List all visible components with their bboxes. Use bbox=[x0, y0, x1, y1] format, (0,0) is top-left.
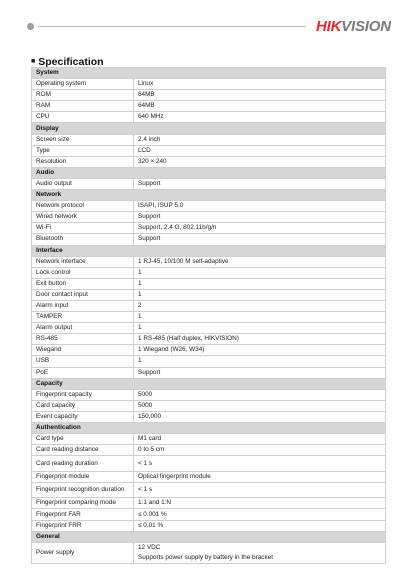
spec-value: 1 bbox=[134, 278, 386, 289]
spec-row bbox=[32, 411, 386, 422]
spec-value: 1 Wiegand (W26, W34) bbox=[134, 345, 386, 356]
spec-row bbox=[32, 323, 386, 334]
spec-label: Card reading duration bbox=[32, 456, 134, 472]
spec-row bbox=[32, 345, 386, 356]
spec-label: Fingerprint comparing mode bbox=[32, 498, 134, 509]
spec-value: Support bbox=[134, 367, 386, 378]
header-dot bbox=[27, 23, 34, 30]
spec-row bbox=[32, 434, 386, 445]
spec-label: PoE bbox=[32, 367, 134, 378]
spec-row bbox=[32, 201, 386, 212]
spec-label: RAM bbox=[32, 101, 134, 112]
category-label: General bbox=[32, 531, 386, 542]
category-row bbox=[32, 167, 386, 178]
spec-label: Exit button bbox=[32, 278, 134, 289]
spec-value: 2 bbox=[134, 300, 386, 311]
spec-label: Operating system bbox=[32, 79, 134, 90]
spec-label: Lock control bbox=[32, 267, 134, 278]
spec-value: 1 RJ-45, 10/100 M self-adaptive bbox=[134, 256, 386, 267]
category-label: Network bbox=[32, 190, 386, 201]
spec-value: 1 RS-485 (Half duplex, HIKVISION) bbox=[134, 334, 386, 345]
spec-value: ≤ 0.01 % bbox=[134, 520, 386, 531]
category-row bbox=[32, 68, 386, 79]
spec-row bbox=[32, 520, 386, 531]
spec-value: 1 bbox=[134, 312, 386, 323]
spec-table bbox=[31, 67, 386, 564]
spec-label: TAMPER bbox=[32, 312, 134, 323]
spec-value: Support, 2.4 G, 802.11b/g/n bbox=[134, 223, 386, 234]
spec-value: 640 MHz bbox=[134, 112, 386, 123]
spec-value: 2.4 inch bbox=[134, 134, 386, 145]
spec-value: 5000 bbox=[134, 389, 386, 400]
category-label: Authentication bbox=[32, 423, 386, 434]
spec-row bbox=[32, 300, 386, 311]
header-divider bbox=[38, 26, 306, 27]
spec-row bbox=[32, 289, 386, 300]
spec-value: 1 bbox=[134, 356, 386, 367]
spec-row bbox=[32, 112, 386, 123]
spec-label: Fingerprint FAR bbox=[32, 509, 134, 520]
spec-value: 320 × 240 bbox=[134, 156, 386, 167]
spec-value: 1 bbox=[134, 323, 386, 334]
spec-value: LCD bbox=[134, 145, 386, 156]
spec-value-line: 12 VDC bbox=[138, 543, 161, 551]
logo-grey-part: VISION bbox=[341, 18, 391, 35]
spec-label: Fingerprint FRR bbox=[32, 520, 134, 531]
category-row bbox=[32, 423, 386, 434]
spec-row bbox=[32, 367, 386, 378]
spec-value: ISAPI, ISUP 5.0 bbox=[134, 201, 386, 212]
category-row bbox=[32, 190, 386, 201]
spec-label: Card capacity bbox=[32, 400, 134, 411]
spec-value: Optical fingerprint module bbox=[134, 471, 386, 482]
spec-value bbox=[134, 542, 386, 563]
spec-row bbox=[32, 223, 386, 234]
spec-label: Fingerprint module bbox=[32, 471, 134, 482]
spec-label: ROM bbox=[32, 90, 134, 101]
spec-row bbox=[32, 178, 386, 189]
category-label: Display bbox=[32, 123, 386, 134]
spec-label: Door contact input bbox=[32, 289, 134, 300]
spec-label: Fingerprint recognition duration bbox=[32, 482, 134, 498]
category-label: System bbox=[32, 68, 386, 79]
spec-row bbox=[32, 400, 386, 411]
category-row bbox=[32, 123, 386, 134]
spec-label: RS-485 bbox=[32, 334, 134, 345]
bullet-icon: ■ bbox=[31, 58, 36, 65]
spec-label: Wi-Fi bbox=[32, 223, 134, 234]
spec-row bbox=[32, 134, 386, 145]
spec-value: 1 bbox=[134, 267, 386, 278]
spec-table-body bbox=[32, 68, 386, 564]
spec-label: Network interface bbox=[32, 256, 134, 267]
spec-value: Linux bbox=[134, 79, 386, 90]
spec-value: 1:1 and 1:N bbox=[134, 498, 386, 509]
spec-value: Support bbox=[134, 212, 386, 223]
spec-row bbox=[32, 90, 386, 101]
spec-label: Power supply bbox=[32, 542, 134, 563]
spec-label: Bluetooth bbox=[32, 234, 134, 245]
spec-row bbox=[32, 482, 386, 498]
hikvision-logo bbox=[316, 18, 391, 35]
spec-label: Wired network bbox=[32, 212, 134, 223]
spec-value: 64MB bbox=[134, 101, 386, 112]
spec-row bbox=[32, 509, 386, 520]
spec-value: 1 bbox=[134, 289, 386, 300]
spec-value: 5000 bbox=[134, 400, 386, 411]
spec-row bbox=[32, 542, 386, 563]
spec-value: 150,000 bbox=[134, 411, 386, 422]
category-label: Interface bbox=[32, 245, 386, 256]
category-label: Audio bbox=[32, 167, 386, 178]
spec-row bbox=[32, 101, 386, 112]
spec-row bbox=[32, 498, 386, 509]
spec-row bbox=[32, 234, 386, 245]
spec-label: Alarm output bbox=[32, 323, 134, 334]
spec-value: 64MB bbox=[134, 90, 386, 101]
spec-value: ≤ 0.001 % bbox=[134, 509, 386, 520]
spec-label: Type bbox=[32, 145, 134, 156]
spec-label: Card reading distance bbox=[32, 445, 134, 456]
spec-row bbox=[32, 312, 386, 323]
spec-row bbox=[32, 79, 386, 90]
spec-row bbox=[32, 145, 386, 156]
spec-label: Fingerprint capacity bbox=[32, 389, 134, 400]
section-title-text: Specification bbox=[38, 56, 104, 68]
spec-row bbox=[32, 389, 386, 400]
spec-row bbox=[32, 471, 386, 482]
spec-value-line: Supports power supply by battery in the bracket bbox=[138, 553, 273, 561]
spec-value: Support bbox=[134, 178, 386, 189]
spec-label: Resolution bbox=[32, 156, 134, 167]
spec-row bbox=[32, 445, 386, 456]
spec-value: 0 to 5 cm bbox=[134, 445, 386, 456]
spec-value: M1 card bbox=[134, 434, 386, 445]
spec-label: USB bbox=[32, 356, 134, 367]
spec-label: Network protocol bbox=[32, 201, 134, 212]
spec-row bbox=[32, 278, 386, 289]
spec-label: Alarm input bbox=[32, 300, 134, 311]
category-row bbox=[32, 378, 386, 389]
spec-label: Event capacity bbox=[32, 411, 134, 422]
category-label: Capacity bbox=[32, 378, 386, 389]
spec-label: Audio output bbox=[32, 178, 134, 189]
spec-row bbox=[32, 356, 386, 367]
category-row bbox=[32, 531, 386, 542]
spec-value: Support bbox=[134, 234, 386, 245]
spec-label: Wiegand bbox=[32, 345, 134, 356]
spec-row bbox=[32, 334, 386, 345]
category-row bbox=[32, 245, 386, 256]
spec-value: < 1 s bbox=[134, 482, 386, 498]
spec-label: Card type bbox=[32, 434, 134, 445]
spec-row bbox=[32, 267, 386, 278]
logo-red-part: HIK bbox=[316, 18, 342, 35]
spec-row bbox=[32, 212, 386, 223]
spec-label: Screen size bbox=[32, 134, 134, 145]
spec-label: CPU bbox=[32, 112, 134, 123]
spec-row bbox=[32, 456, 386, 472]
spec-value: < 1 s bbox=[134, 456, 386, 472]
spec-row bbox=[32, 156, 386, 167]
spec-row bbox=[32, 256, 386, 267]
